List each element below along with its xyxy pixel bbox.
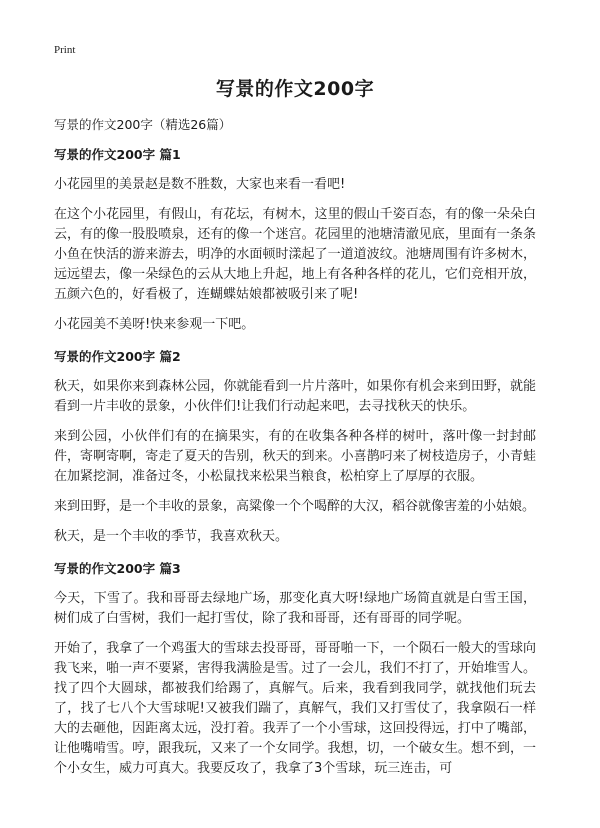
document-title: 写景的作文200字: [215, 78, 375, 100]
paragraph: 秋天，是一个丰收的季节，我喜欢秋天。: [54, 529, 289, 544]
paragraph: 来到公园，小伙伴们有的在摘果实，有的在收集各种各样的树叶，落叶像一封封邮件，寄啊寄啊，寄走了夏天的告别，秋天的到来。小喜鹊叼来了树枝造房子，小青蛙在加紧挖洞，准备过冬，小松鼠找来松果当粮食，松柏穿上了厚厚的衣服。: [54, 429, 536, 484]
paragraph: 开始了，我拿了一个鸡蛋大的雪球去投哥哥，哥哥啪一下，一个陨石一般大的雪球向我飞来，啪一声不要紧，害得我满脸是雪。过了一会儿，我们不打了，开始堆雪人。找了四个大圆球，都被我们给踢了，真解气。后来，我看到我同学，就找他们玩去了，找了七八个大雪球呢!又被我们踹了，真解气，我们又打雪仗了，我拿陨石一样大的去砸他，因距离太远，没打着。我弄了一个小雪球，这回投得远，打中了嘴部，让他嘴啃雪。哼，跟我玩，又来了一个女同学。我想，切，一个破女生。想不到，一个小女生，威力可真大。我要反攻了，我拿了3个雪球，玩三连击，可: [54, 641, 536, 776]
section-heading: 写景的作文200字 篇1: [54, 147, 181, 162]
document-subtitle: 写景的作文200字（精选26篇）: [54, 117, 232, 132]
section-heading: 写景的作文200字 篇2: [54, 349, 181, 364]
paragraph: 小花园里的美景赵是数不胜数，大家也来看一看吧!: [54, 177, 346, 192]
print-label: Print: [54, 44, 76, 56]
section-heading: 写景的作文200字 篇3: [54, 561, 181, 576]
paragraph: 来到田野，是一个丰收的景象，高粱像一个个喝醉的大汉，稻谷就像害羞的小姑娘。: [54, 499, 536, 514]
paragraph: 今天，下雪了。我和哥哥去绿地广场，那变化真大呀!绿地广场简直就是白雪王国，树们成了白雪树，我们一起打雪仗，除了我和哥哥，还有哥哥的同学呢。: [54, 591, 536, 626]
essay-section-2: [54, 347, 536, 547]
essay-section-3: [54, 559, 536, 779]
essay-section-1: [54, 145, 536, 335]
paragraph: 在这个小花园里，有假山，有花坛，有树木，这里的假山千姿百态，有的像一朵朵白云，有的像一股股喷泉，还有的像一个迷宫。花园里的池塘清澈见底，里面有一条条小鱼在快活的游来游去，明净的水面顿时漾起了一道道波纹。池塘周围有许多树木，远远望去，像一朵绿色的云从大地上升起，地上有各种各样的花儿，它们竞相开放，五颜六色的，好看极了，连蝴蝶姑娘都被吸引来了呢!: [54, 207, 536, 302]
paragraph: 秋天，如果你来到森林公园，你就能看到一片片落叶，如果你有机会来到田野，就能看到一片丰收的景象，小伙伴们!让我们行动起来吧，去寻找秋天的快乐。: [54, 379, 536, 414]
paragraph: 小花园美不美呀!快来参观一下吧。: [54, 317, 255, 332]
